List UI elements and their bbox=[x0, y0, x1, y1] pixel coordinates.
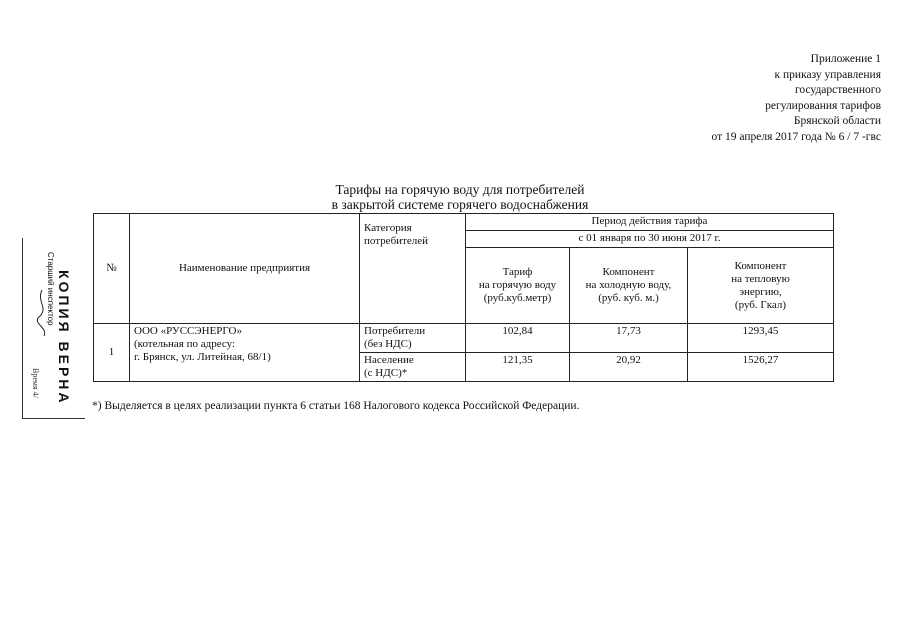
row-category: Потребители (без НДС) bbox=[360, 324, 466, 353]
title-line-2: в закрытой системе горячего водоснабжения bbox=[331, 197, 589, 212]
row-num: 1 bbox=[94, 324, 130, 382]
appendix-line: Приложение 1 bbox=[810, 53, 881, 65]
header-category: Категория потребителей bbox=[360, 214, 466, 324]
header-cold-component: Компонент на холодную воду, (руб. куб. м.) bbox=[570, 248, 688, 324]
cell-cold: 17,73 bbox=[570, 324, 688, 353]
tariff-table bbox=[93, 213, 834, 382]
header-period-range: с 01 января по 30 июня 2017 г. bbox=[466, 231, 834, 248]
cell-heat: 1293,45 bbox=[688, 324, 834, 353]
header-num: № bbox=[94, 214, 130, 324]
appendix-line: от 19 апреля 2017 года № 6 / 7 -гвс bbox=[711, 130, 881, 143]
cell-heat: 1526,27 bbox=[688, 353, 834, 382]
appendix-line: регулирования тарифов bbox=[765, 99, 881, 112]
title-line-1: Тарифы на горячую воду для потребителей bbox=[335, 182, 585, 197]
cell-cold: 20,92 bbox=[570, 353, 688, 382]
appendix-line: государственного bbox=[795, 84, 881, 96]
footnote: *) Выделяется в целях реализации пункта 6 статьи 168 Налогового кодекса Российской Федерации. bbox=[92, 400, 580, 412]
appendix-block bbox=[581, 52, 881, 145]
appendix-line: к приказу управления bbox=[774, 68, 881, 81]
stamp-copy-verified: КОПИЯ ВЕРНА bbox=[56, 270, 72, 406]
header-period: Период действия тарифа bbox=[466, 214, 834, 231]
row-category: Население (с НДС)* bbox=[360, 353, 466, 382]
header-tariff: Тариф на горячую воду (руб.куб.метр) bbox=[466, 248, 570, 324]
header-heat-component: Компонент на тепловую энергию, (руб. Гкал) bbox=[688, 248, 834, 324]
row-company: ООО «РУССЭНЕРГО» (котельная по адресу: г. Брянск, ул. Литейная, 68/1) bbox=[130, 324, 360, 382]
table-row bbox=[94, 324, 834, 353]
cell-tariff: 121,35 bbox=[466, 353, 570, 382]
signature-mark bbox=[30, 288, 60, 338]
header-company: Наименование предприятия bbox=[130, 214, 360, 324]
appendix-line: Брянской области bbox=[793, 115, 881, 127]
document-title bbox=[240, 182, 680, 212]
stamp-date: Время 4/ bbox=[31, 368, 40, 398]
stamp-inspector: Старший инспектор bbox=[46, 252, 55, 326]
cell-tariff: 102,84 bbox=[466, 324, 570, 353]
